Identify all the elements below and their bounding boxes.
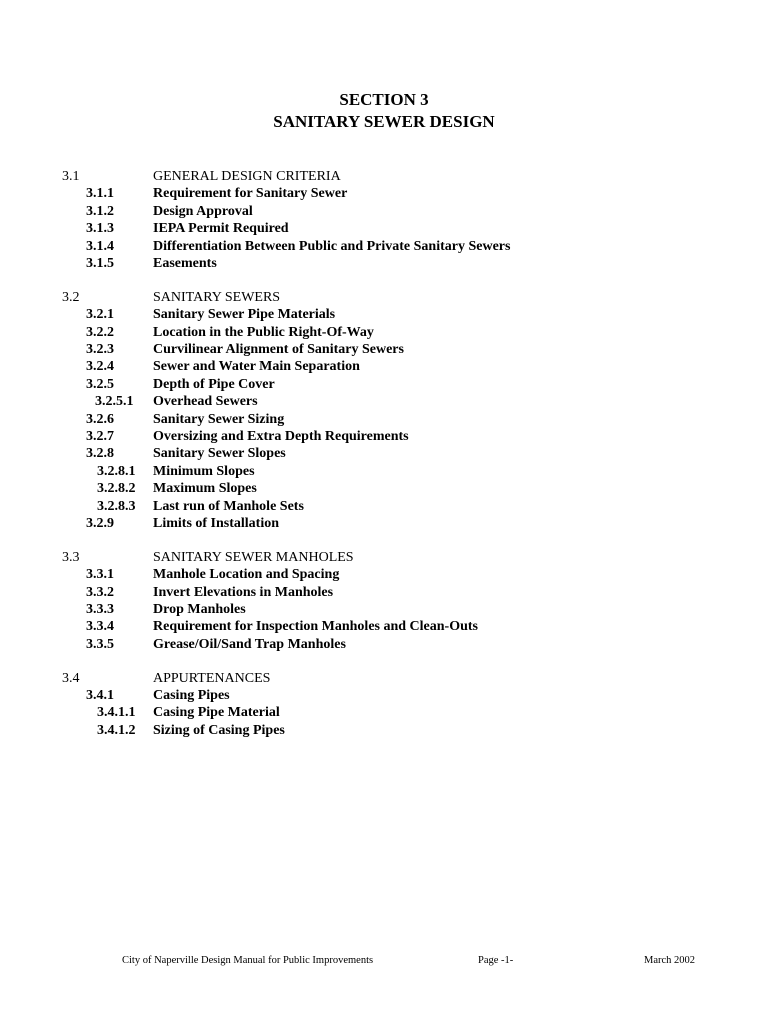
toc-entry <box>0 584 768 601</box>
toc-entry <box>0 411 768 428</box>
toc-entry-title: SANITARY SEWERS <box>153 289 281 305</box>
toc-entry-number: 3.2.3 <box>86 342 114 358</box>
toc-entry-title: Last run of Manhole Sets <box>153 498 304 514</box>
toc-entry <box>0 324 768 341</box>
toc-entry-number: 3.1.1 <box>86 186 114 202</box>
toc-entry-title: Easements <box>153 255 217 271</box>
toc-entry <box>0 480 768 497</box>
toc-entry-number: 3.2.5.1 <box>95 394 134 410</box>
toc-entry-number: 3.3.4 <box>86 619 114 635</box>
toc-entry-number: 3.3.3 <box>86 601 114 617</box>
toc-section <box>0 549 768 653</box>
toc-entry-number: 3.4.1 <box>86 688 114 704</box>
toc-entry-number: 3.1 <box>62 169 80 184</box>
toc-section-heading <box>0 168 768 185</box>
toc-entry <box>0 601 768 618</box>
toc-entry <box>0 704 768 721</box>
toc-entry-title: Oversizing and Extra Depth Requirements <box>153 428 409 444</box>
toc-entry-title: Location in the Public Right-Of-Way <box>153 324 374 340</box>
toc-entry <box>0 393 768 410</box>
toc-entry <box>0 255 768 272</box>
toc-entry-number: 3.2 <box>62 289 80 305</box>
toc-entry-title: Casing Pipes <box>153 688 230 704</box>
toc-entry <box>0 306 768 323</box>
toc-entry <box>0 341 768 358</box>
toc-entry-title: Manhole Location and Spacing <box>153 567 340 583</box>
toc-entry-title: Requirement for Sanitary Sewer <box>153 186 348 202</box>
toc-entry-number: 3.4.1.1 <box>97 705 136 721</box>
toc-entry <box>0 566 768 583</box>
toc-entry-title: GENERAL DESIGN CRITERIA <box>153 169 341 184</box>
toc-entry-number: 3.1.4 <box>86 238 114 254</box>
table-of-contents <box>0 168 768 756</box>
toc-entry-number: 3.3.5 <box>86 636 114 652</box>
toc-entry-title: Invert Elevations in Manholes <box>153 584 334 600</box>
toc-entry <box>0 498 768 515</box>
toc-entry <box>0 636 768 653</box>
toc-entry <box>0 203 768 220</box>
toc-entry-title: Grease/Oil/Sand Trap Manholes <box>153 636 346 652</box>
toc-section <box>0 289 768 532</box>
toc-entry <box>0 463 768 480</box>
toc-entry <box>0 376 768 393</box>
toc-section-heading <box>0 670 768 687</box>
toc-entry-title: Curvilinear Alignment of Sanitary Sewers <box>153 342 404 358</box>
toc-entry-number: 3.1.3 <box>86 221 114 237</box>
toc-entry-title: Sanitary Sewer Sizing <box>153 411 285 427</box>
toc-entry <box>0 185 768 202</box>
toc-entry-number: 3.2.7 <box>86 428 114 444</box>
toc-entry <box>0 220 768 237</box>
toc-entry-title: Minimum Slopes <box>153 463 255 479</box>
toc-entry-title: Depth of Pipe Cover <box>153 376 275 392</box>
toc-entry <box>0 515 768 532</box>
toc-section-heading <box>0 549 768 566</box>
toc-entry <box>0 358 768 375</box>
toc-section <box>0 168 768 272</box>
toc-entry-title: Overhead Sewers <box>153 394 258 410</box>
toc-entry-number: 3.4.1.2 <box>97 722 136 738</box>
toc-entry-title: Drop Manholes <box>153 601 246 617</box>
toc-entry <box>0 428 768 445</box>
page-heading <box>0 89 768 133</box>
toc-entry-number: 3.3.2 <box>86 584 114 600</box>
toc-entry <box>0 238 768 255</box>
toc-entry-number: 3.4 <box>62 670 80 686</box>
toc-entry-title: Maximum Slopes <box>153 481 257 497</box>
toc-entry-title: Sanitary Sewer Slopes <box>153 446 286 462</box>
toc-entry-title: SANITARY SEWER MANHOLES <box>153 549 354 565</box>
toc-entry-title: Sanitary Sewer Pipe Materials <box>153 307 336 323</box>
toc-entry-number: 3.2.8.3 <box>97 498 136 514</box>
footer-page-number: Page -1- <box>478 955 514 966</box>
toc-entry-title: Design Approval <box>153 203 253 219</box>
toc-entry-title: IEPA Permit Required <box>153 221 289 237</box>
toc-entry-number: 3.2.8.2 <box>97 481 136 497</box>
toc-entry-number: 3.2.8 <box>86 446 114 462</box>
toc-entry-number: 3.2.4 <box>86 359 114 375</box>
toc-section <box>0 670 768 740</box>
toc-entry <box>0 722 768 739</box>
toc-entry <box>0 445 768 462</box>
toc-entry-number: 3.2.6 <box>86 411 114 427</box>
toc-entry-number: 3.2.5 <box>86 376 114 392</box>
section-title-heading: SANITARY SEWER DESIGN <box>273 112 495 131</box>
footer-date: March 2002 <box>644 955 696 966</box>
toc-entry-title: Sizing of Casing Pipes <box>153 722 285 738</box>
toc-entry-number: 3.2.8.1 <box>97 463 136 479</box>
toc-entry-number: 3.3 <box>62 549 80 565</box>
toc-entry-number: 3.2.9 <box>86 515 114 531</box>
toc-entry-title: Sewer and Water Main Separation <box>153 359 360 375</box>
toc-entry-title: Requirement for Inspection Manholes and Clean-Outs <box>153 619 479 635</box>
toc-entry <box>0 618 768 635</box>
toc-entry-number: 3.2.1 <box>86 307 114 323</box>
section-number-heading: SECTION 3 <box>339 90 429 109</box>
toc-entry-number: 3.1.2 <box>86 203 114 219</box>
toc-entry-title: Differentiation Between Public and Private Sanitary Sewers <box>153 238 511 254</box>
toc-entry-number: 3.3.1 <box>86 567 114 583</box>
toc-section-heading <box>0 289 768 306</box>
footer-publication-title: City of Naperville Design Manual for Public Improvements <box>122 955 374 966</box>
toc-entry-number: 3.1.5 <box>86 255 114 271</box>
toc-entry <box>0 687 768 704</box>
toc-entry-title: APPURTENANCES <box>153 670 271 686</box>
toc-entry-number: 3.2.2 <box>86 324 114 340</box>
toc-entry-title: Limits of Installation <box>153 515 280 531</box>
toc-entry-title: Casing Pipe Material <box>153 705 280 721</box>
